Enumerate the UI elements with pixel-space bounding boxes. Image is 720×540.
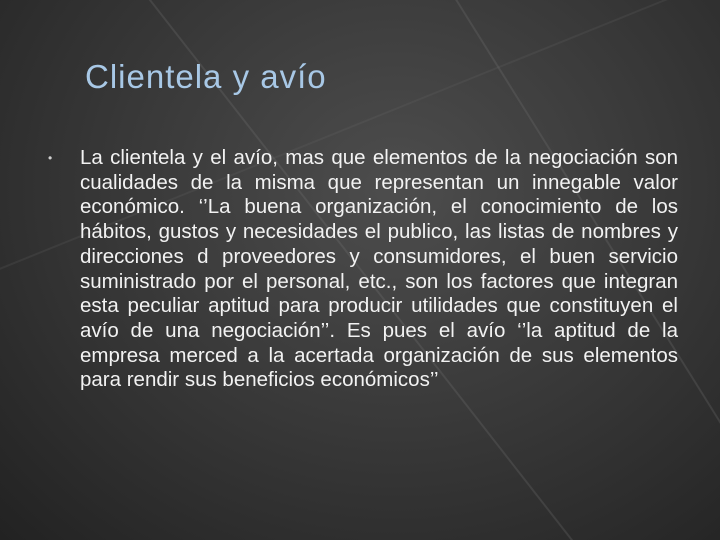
bullet-icon: • — [48, 151, 53, 165]
body-paragraph: La clientela y el avío, mas que elementos de la negociación son cualidades de la misma que representan un innegable valor económico. ‘’La buena organización, el conocimiento de los hábitos, gustos y necesidades el publico, las listas de nombres y direcciones d proveedores y consumidores, el buen servicio suministrado por el personal, etc., son los factores que integran esta peculiar aptitud para producir utilidades que constituyen el avío de una negociación’’. Es pues el avío ‘’la aptitud de la empresa merced a la acertada organización de sus elementos para rendir sus beneficios económicos’’ — [80, 146, 678, 392]
slide-title: Clientela y avío — [85, 58, 327, 95]
bullet-item — [48, 146, 678, 393]
